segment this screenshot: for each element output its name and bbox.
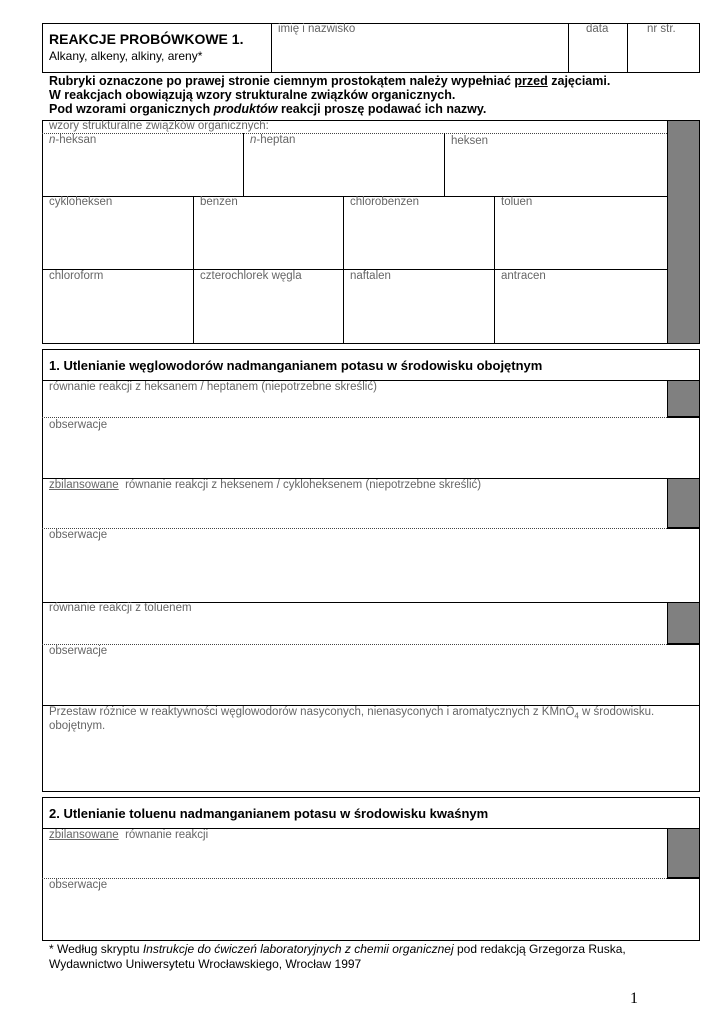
footnote-line-1: * Według skryptu Instrukcje do ćwiczeń laboratoryjnych z chemii organicznej pod redakcją Grzegorza Ruska, — [49, 942, 626, 956]
cell-n-heptane: n-heptan — [250, 134, 296, 146]
reaction-acidic-label: zbilansowane równanie reakcji — [49, 829, 209, 841]
cell-anthracene: antracen — [501, 270, 546, 282]
section-1-box — [42, 349, 700, 792]
instruction-line-3: Pod wzorami organicznych produktów reakcji proszę podawać ich nazwy. — [49, 102, 487, 116]
formulas-table — [42, 120, 700, 344]
page-number-field-label: nr str. — [647, 23, 676, 35]
worksheet-subtitle: Alkany, alkeny, alkiny, areny* — [49, 49, 203, 63]
reactivity-question-line-2: obojętnym. — [49, 720, 106, 732]
cell-chlorobenzene: chlorobenzen — [350, 196, 420, 208]
date-field-label: data — [586, 23, 609, 35]
reaction-toluene-label: równanie reakcji z toluenem — [49, 602, 192, 614]
cell-benzene: benzen — [200, 196, 238, 208]
cell-carbon-tetrachloride: czterochlorek węgla — [200, 270, 302, 282]
prefill-marker — [667, 828, 700, 878]
reaction-alkene-label: zbilansowane równanie reakcji z heksenem / cykloheksenem (niepotrzebne skreślić) — [49, 479, 482, 491]
footnote-line-2: Wydawnictwo Uniwersytetu Wrocławskiego, Wrocław 1997 — [49, 957, 362, 971]
prefill-marker — [667, 120, 700, 344]
instruction-line-1: Rubryki oznaczone po prawej stronie ciemnym prostokątem należy wypełniać przed zajęciami. — [49, 74, 611, 88]
cell-cyclohexene: cykloheksen — [49, 196, 113, 208]
worksheet-title: REAKCJE PROBÓWKOWE 1. — [49, 31, 244, 47]
observations-label: obserwacje — [49, 879, 108, 891]
observations-label: obserwacje — [49, 419, 108, 431]
prefill-marker — [667, 380, 700, 417]
instruction-line-2: W reakcjach obowiązują wzory strukturalne związków organicznych. — [49, 88, 456, 102]
cell-naphthalene: naftalen — [350, 270, 391, 282]
observations-label: obserwacje — [49, 645, 108, 657]
cell-toluene: toluen — [501, 196, 533, 208]
section-1-title: 1. Utlenianie węglowodorów nadmanganianem potasu w środowisku obojętnym — [49, 358, 543, 373]
page-number: 1 — [630, 990, 638, 1007]
cell-chloroform: chloroform — [49, 270, 104, 282]
name-field-label: imię i nazwisko — [278, 23, 356, 35]
reactivity-question: Przestaw różnice w reaktywności węglowodorów nasyconych, nienasyconych i aromatycznych z KMnO$_4$ w środowisku. — [49, 706, 655, 721]
cell-hexene: heksen — [451, 135, 489, 147]
cell-n-hexane: n-heksan — [49, 134, 97, 146]
observations-label: obserwacje — [49, 529, 108, 541]
section-2-title: 2. Utlenianie toluenu nadmanganianem potasu w środowisku kwaśnym — [49, 806, 489, 821]
prefill-marker — [667, 602, 700, 644]
prefill-marker — [667, 478, 700, 528]
reaction-alkane-label: równanie reakcji z heksanem / heptanem (niepotrzebne skreślić) — [49, 381, 377, 393]
formulas-heading: wzory strukturalne związków organicznych: — [49, 120, 269, 132]
